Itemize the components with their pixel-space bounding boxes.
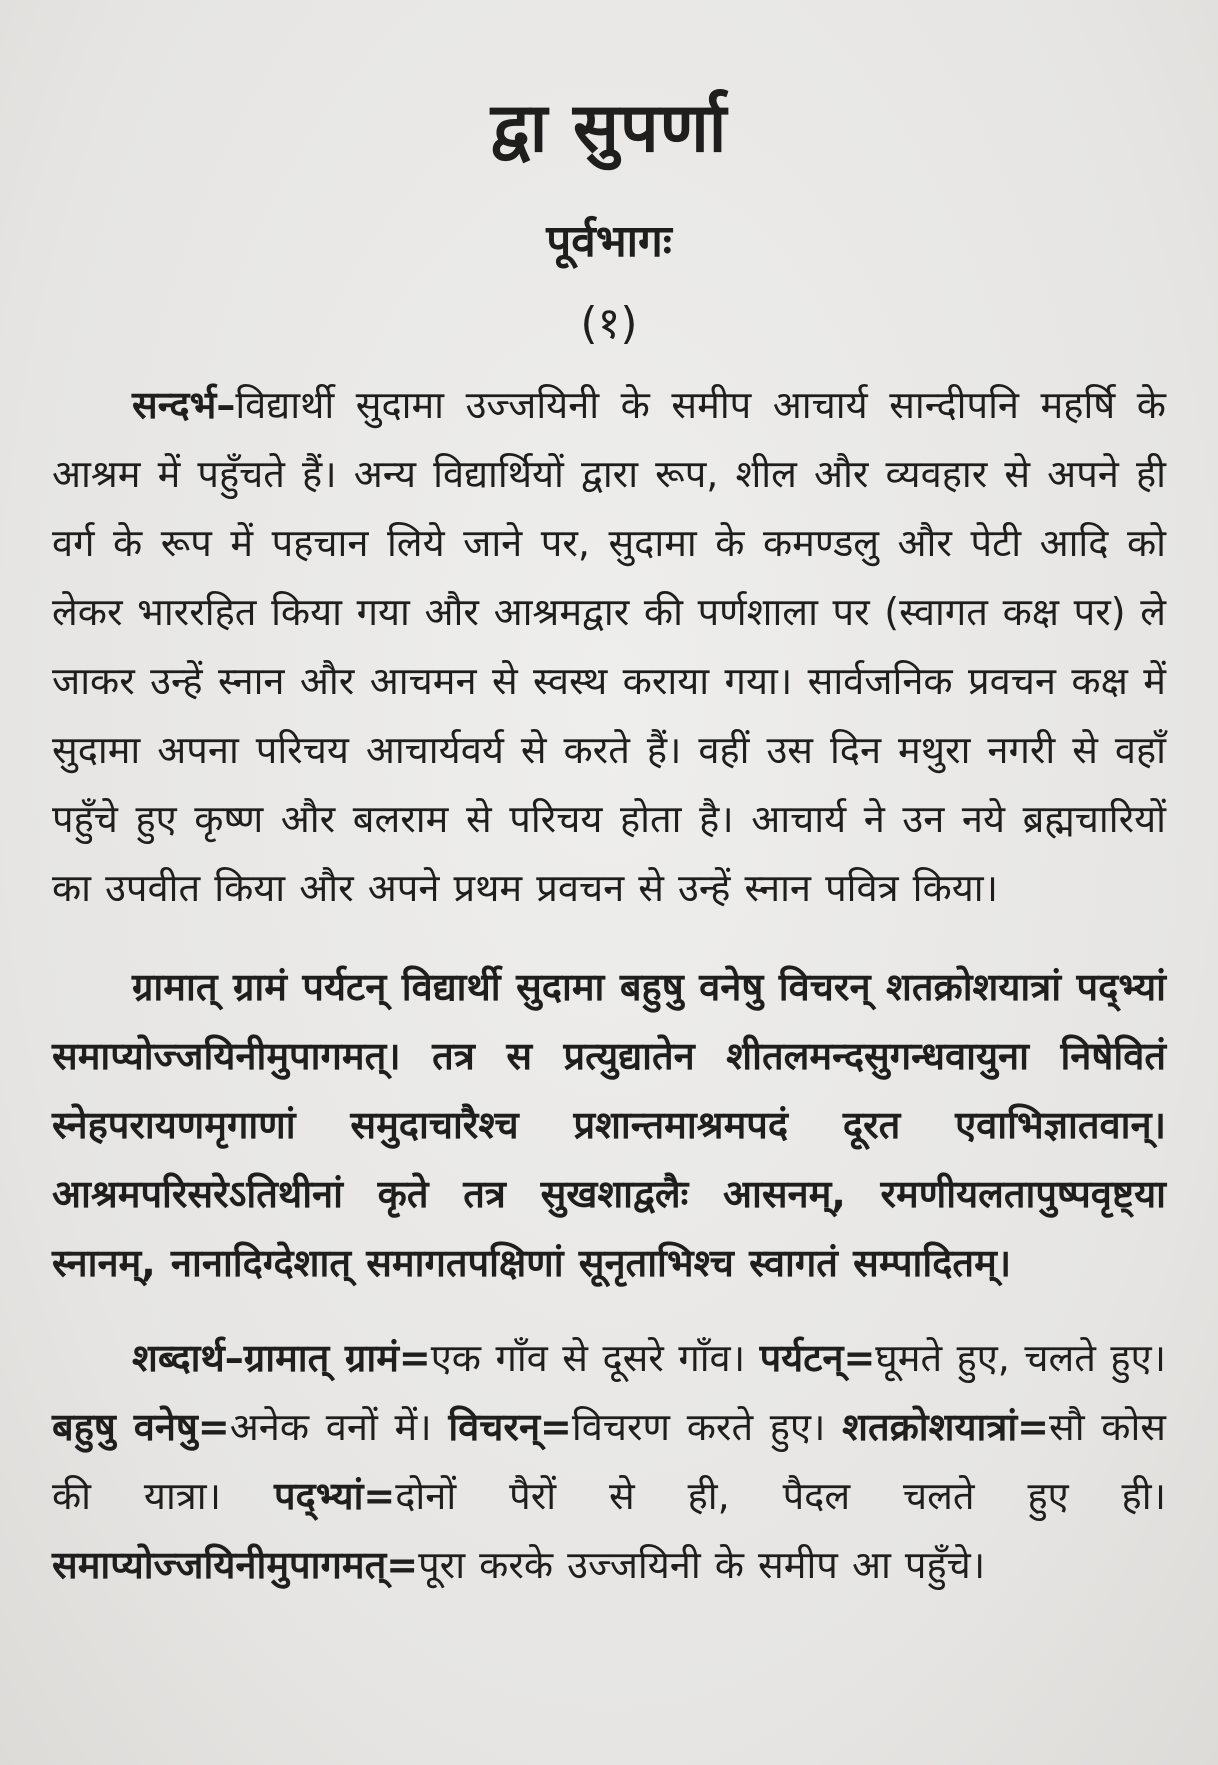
glossary-meaning: सौ कोस की यात्रा। — [52, 1405, 1166, 1519]
glossary-term: विचरन्= — [448, 1405, 572, 1450]
chapter-title: द्वा सुपर्णा — [490, 89, 728, 168]
glossary-meaning: एक गाँव से दूसरे गाँव। — [430, 1336, 746, 1381]
glossary-term: शतक्रोशयात्रां= — [842, 1405, 1050, 1450]
glossary-term: बहुषु वनेषु= — [52, 1405, 230, 1450]
glossary-label: शब्दार्थ– — [132, 1336, 244, 1381]
glossary-term: समाप्योज्जयिनीमुपागमत्= — [52, 1543, 419, 1588]
glossary-meaning: दोनों पैरों से ही, पैदल चलते हुए ही। — [395, 1474, 1166, 1519]
sanskrit-paragraph: ग्रामात् ग्रामं पर्यटन् विद्यार्थी सुदामा बहुषु वनेषु विचरन् शतक्रोशयात्रां पद्भ्यां समाप्योज्जयिनीमुपागमत्। तत्र स प्रत्युद्यातेन शीतलमन्दसुगन्धवायुना निषेवितं स्नेहपरायणमृगाणां समुदाचारैश्च प्रशान्तमाश्रमपदं दूरत एवाभिज्ञातवान्। आश्रमपरिसरेऽतिथीनां कृते तत्र सुखशाद्वलैः आसनम्, रमणीयलतापुष्पवृष्ट्या स्नानम्, नानादिग्देशात् समागतपक्षिणां सूनृताभिश्च स्वागतं सम्पादितम्। — [52, 965, 1166, 1286]
context-paragraph — [52, 371, 1166, 923]
context-label: सन्दर्भ– — [132, 383, 236, 428]
context-text: विद्यार्थी सुदामा उज्जयिनी के समीप आचार्य सान्दीपनि महर्षि के आश्रम में पहुँचते हैं। अन्य विद्यार्थियों द्वारा रूप, शील और व्यवहार से अपने ही वर्ग के रूप में पहचान लिये जाने पर, सुदामा के कमण्डलु और पेटी आदि को लेकर भाररहित किया गया और आश्रमद्वार की पर्णशाला पर (स्वागत कक्ष पर) ले जाकर उन्हें स्नान और आचमन से स्वस्थ कराया गया। सार्वजनिक प्रवचन कक्ष में सुदामा अपना परिचय आचार्यवर्य से करते हैं। वहीं उस दिन मथुरा नगरी से वहाँ पहुँचे हुए कृष्ण और बलराम से परिचय होता है। आचार्य ने उन नये ब्रह्मचारियों का उपवीत किया और अपने प्रथम प्रवचन से उन्हें स्नान पवित्र किया। — [52, 383, 1166, 911]
glossary-meaning: विचरण करते हुए। — [571, 1405, 826, 1450]
glossary-meaning: अनेक वनों में। — [229, 1405, 432, 1450]
section-subtitle: पूर्वभागः — [546, 215, 672, 267]
glossary-term: ग्रामात् ग्रामं= — [243, 1336, 431, 1381]
glossary-paragraph — [52, 1324, 1166, 1600]
glossary-meaning: घूमते हुए, चलते हुए। — [875, 1336, 1166, 1381]
glossary-term: पद्भ्यां= — [273, 1474, 396, 1519]
glossary-term: पर्यटन्= — [759, 1336, 876, 1381]
glossary-meaning: पूरा करके उज्जयिनी के समीप आ पहुँचे। — [418, 1543, 986, 1588]
section-number: (१) — [580, 298, 638, 350]
